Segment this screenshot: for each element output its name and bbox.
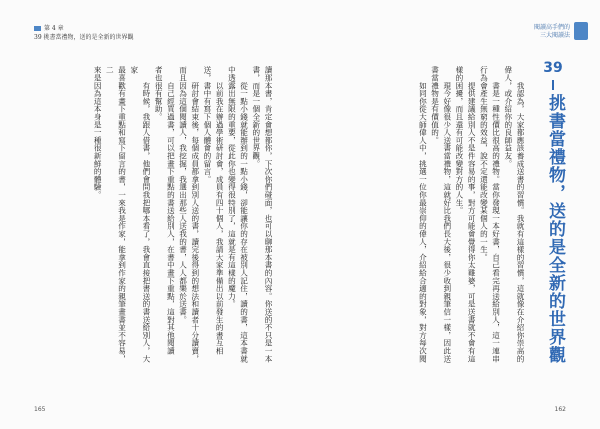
left-page-number: 165 [34,406,46,413]
header-line-2: 三大閱讀法 [539,32,570,39]
section-heading: 挑書當禮物，送的是全新的世界觀 [545,94,565,364]
right-page-number: 162 [554,406,566,413]
right-page [300,0,600,429]
left-running-header [34,24,134,42]
section-number: 39 [543,60,563,76]
section-title [534,60,572,370]
header-line-1: 閱讀高手們的 [533,24,570,31]
chapter-label: 第 4 章 [44,25,64,32]
title-divider [552,80,554,90]
right-body-text: 我認為，大家都應該養成送書的習慣。我就有這樣的習慣，這就像在介紹你崇高的 偉人，或介紹你的良師益友。 書是一種性價比很高的禮物。當你發現一本好書，自己看完再送給別人，這一連串 行為會產生無窮的效益，說不定還能改變某個人的一生。 提供建議給別人不是件容易的事，對方可能會覺得你太雞婆，可是送書就不會有這 樣的困擾，而且還有可能改變對方的人生。 現今好像很少人送書當禮物，這就好比我們長大後，很少收到親筆信一樣，因此送 書當禮物是有價值的。 如同你從大師偉人中，挑選一位你最崇仰的偉人，介紹給合適的對象，對方每次閱 [418,66,525,363]
chapter-marker-icon [34,26,41,31]
left-body-text: 讀那本書，肯定會想都你，下次你們碰面，也可以聊那本書的內容。你送的不只是一本 書，而是一個全新的世界觀。 從一點小錢就能辦到的一點小錢，卻能讓你的存在被別人記住，讀的書，這本書就 中透露出無限的重要，從此你也變得很特別了，這就是有這樣的魔力。 以前我在辦過學術研討會，成員有四十個人，我請大家準備出以前發生的書互相 送，書中有寫下個人體會的留言。 研討會結束後，每個成員都拿到別人送的書，讀完後得到的想法和讀者十分讀賣， 而且因為這個閱讀人，我挖掘，我選出那些人送我的書，人人都樂於送書。 自己經買過書，可以把畫下重點的書送給別人，在書中畫下重點，這對其他閱讀 者也很有幫助。 有時候，我跟人借書，他們會問我把哪本看了，我會直接把書送的書送給別人，大家 最喜歡有畫下重點和寫下留言的書，一來我是作家，能拿到作家的親筆畫書並不容易，二 來是因為這本身是一種很新鮮的體驗。 [93,66,273,363]
right-running-header [534,24,570,40]
running-head: 39 挑書當禮物，送的是全新的世界觀 [34,34,134,41]
section-tab-icon [574,22,588,40]
